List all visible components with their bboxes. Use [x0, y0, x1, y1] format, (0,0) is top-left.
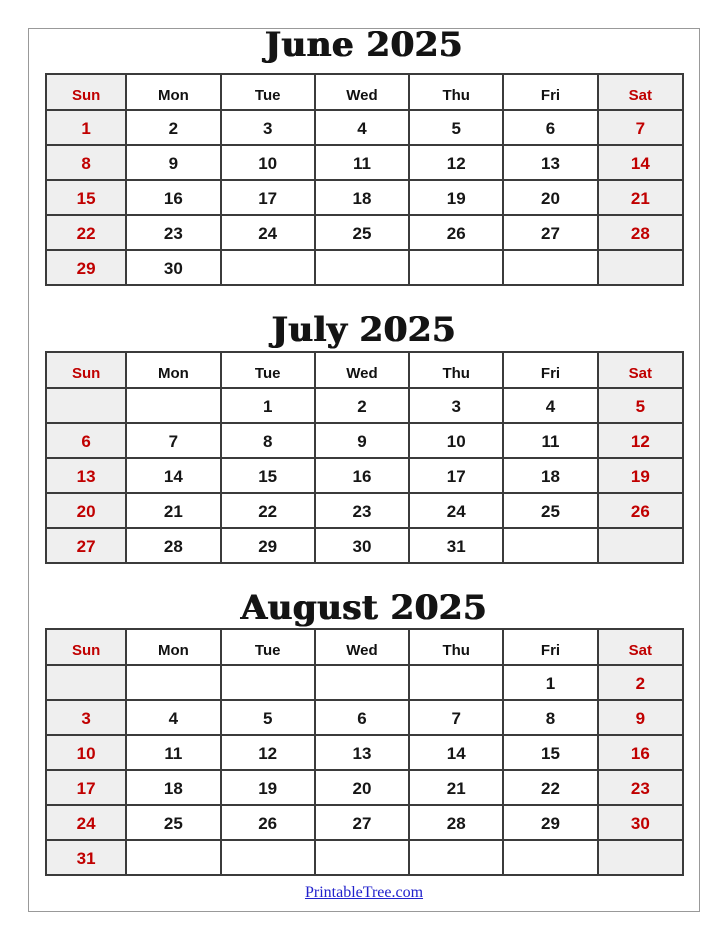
date-cell: 3 [409, 388, 503, 423]
date-cell: 12 [598, 423, 683, 458]
date-cell: 15 [46, 180, 126, 215]
day-header-row [46, 352, 683, 388]
date-cell: 20 [46, 493, 126, 528]
empty-cell [126, 840, 220, 875]
date-cell: 30 [315, 528, 409, 563]
date-cell: 13 [46, 458, 126, 493]
date-cell: 17 [46, 770, 126, 805]
date-cell: 6 [46, 423, 126, 458]
day-header-mon: Mon [126, 629, 220, 665]
date-cell: 1 [221, 388, 315, 423]
calendar-table [45, 628, 684, 876]
empty-cell [503, 528, 597, 563]
day-header-sat: Sat [598, 629, 683, 665]
week-row [46, 840, 683, 875]
day-header-fri: Fri [503, 352, 597, 388]
date-cell: 24 [221, 215, 315, 250]
date-cell: 18 [503, 458, 597, 493]
date-cell: 11 [503, 423, 597, 458]
date-cell: 6 [315, 700, 409, 735]
august-calendar-grid [45, 628, 684, 876]
date-cell: 8 [46, 145, 126, 180]
empty-cell [315, 840, 409, 875]
empty-cell [126, 665, 220, 700]
date-cell: 23 [598, 770, 683, 805]
date-cell: 9 [598, 700, 683, 735]
date-cell: 28 [598, 215, 683, 250]
date-cell: 30 [126, 250, 220, 285]
day-header-sat: Sat [598, 352, 683, 388]
date-cell: 2 [598, 665, 683, 700]
date-cell: 11 [315, 145, 409, 180]
date-cell: 26 [598, 493, 683, 528]
date-cell: 27 [315, 805, 409, 840]
date-cell: 8 [221, 423, 315, 458]
empty-cell [315, 665, 409, 700]
empty-cell [221, 840, 315, 875]
empty-cell [221, 250, 315, 285]
date-cell: 29 [46, 250, 126, 285]
empty-cell [598, 250, 683, 285]
day-header-mon: Mon [126, 352, 220, 388]
date-cell: 10 [46, 735, 126, 770]
date-cell: 22 [221, 493, 315, 528]
june-calendar-grid [45, 73, 684, 286]
date-cell: 16 [598, 735, 683, 770]
date-cell: 26 [409, 215, 503, 250]
empty-cell [409, 250, 503, 285]
date-cell: 5 [221, 700, 315, 735]
day-header-sun: Sun [46, 352, 126, 388]
date-cell: 23 [126, 215, 220, 250]
date-cell: 17 [221, 180, 315, 215]
date-cell: 19 [409, 180, 503, 215]
day-header-mon: Mon [126, 74, 220, 110]
date-cell: 25 [503, 493, 597, 528]
date-cell: 29 [221, 528, 315, 563]
date-cell: 13 [503, 145, 597, 180]
calendar-table [45, 351, 684, 564]
date-cell: 17 [409, 458, 503, 493]
date-cell: 3 [221, 110, 315, 145]
empty-cell [46, 388, 126, 423]
week-row [46, 665, 683, 700]
date-cell: 9 [126, 145, 220, 180]
date-cell: 2 [315, 388, 409, 423]
date-cell: 25 [126, 805, 220, 840]
date-cell: 31 [46, 840, 126, 875]
week-row [46, 110, 683, 145]
date-cell: 13 [315, 735, 409, 770]
date-cell: 12 [409, 145, 503, 180]
day-header-thu: Thu [409, 74, 503, 110]
week-row [46, 145, 683, 180]
date-cell: 1 [46, 110, 126, 145]
date-cell: 15 [503, 735, 597, 770]
day-header-thu: Thu [409, 629, 503, 665]
date-cell: 14 [126, 458, 220, 493]
empty-cell [503, 840, 597, 875]
date-cell: 25 [315, 215, 409, 250]
empty-cell [503, 250, 597, 285]
week-row [46, 770, 683, 805]
july-calendar-grid [45, 351, 684, 564]
date-cell: 21 [126, 493, 220, 528]
day-header-sun: Sun [46, 629, 126, 665]
day-header-tue: Tue [221, 352, 315, 388]
day-header-thu: Thu [409, 352, 503, 388]
day-header-fri: Fri [503, 74, 597, 110]
date-cell: 7 [409, 700, 503, 735]
day-header-row [46, 74, 683, 110]
week-row [46, 180, 683, 215]
date-cell: 20 [503, 180, 597, 215]
empty-cell [409, 840, 503, 875]
date-cell: 18 [315, 180, 409, 215]
month-title-june: June 2025 [264, 25, 464, 65]
date-cell: 11 [126, 735, 220, 770]
date-cell: 12 [221, 735, 315, 770]
date-cell: 3 [46, 700, 126, 735]
date-cell: 14 [598, 145, 683, 180]
date-cell: 26 [221, 805, 315, 840]
day-header-row [46, 629, 683, 665]
week-row [46, 735, 683, 770]
month-title-july: July 2025 [271, 310, 457, 350]
week-row [46, 215, 683, 250]
date-cell: 24 [409, 493, 503, 528]
date-cell: 22 [503, 770, 597, 805]
week-row [46, 423, 683, 458]
footer-link[interactable]: PrintableTree.com [304, 884, 424, 901]
date-cell: 19 [598, 458, 683, 493]
month-title-august: August 2025 [240, 588, 488, 628]
date-cell: 30 [598, 805, 683, 840]
date-cell: 4 [503, 388, 597, 423]
date-cell: 19 [221, 770, 315, 805]
date-cell: 8 [503, 700, 597, 735]
empty-cell [46, 665, 126, 700]
day-header-fri: Fri [503, 629, 597, 665]
date-cell: 10 [409, 423, 503, 458]
week-row [46, 528, 683, 563]
empty-cell [315, 250, 409, 285]
date-cell: 6 [503, 110, 597, 145]
date-cell: 27 [46, 528, 126, 563]
date-cell: 27 [503, 215, 597, 250]
date-cell: 24 [46, 805, 126, 840]
date-cell: 28 [126, 528, 220, 563]
date-cell: 7 [598, 110, 683, 145]
day-header-wed: Wed [315, 74, 409, 110]
date-cell: 5 [598, 388, 683, 423]
date-cell: 2 [126, 110, 220, 145]
date-cell: 22 [46, 215, 126, 250]
empty-cell [221, 665, 315, 700]
date-cell: 4 [126, 700, 220, 735]
empty-cell [598, 528, 683, 563]
week-row [46, 250, 683, 285]
date-cell: 18 [126, 770, 220, 805]
date-cell: 20 [315, 770, 409, 805]
date-cell: 7 [126, 423, 220, 458]
empty-cell [598, 840, 683, 875]
week-row [46, 805, 683, 840]
empty-cell [126, 388, 220, 423]
date-cell: 15 [221, 458, 315, 493]
empty-cell [409, 665, 503, 700]
date-cell: 31 [409, 528, 503, 563]
week-row [46, 458, 683, 493]
date-cell: 23 [315, 493, 409, 528]
calendar-table [45, 73, 684, 286]
week-row [46, 493, 683, 528]
week-row [46, 700, 683, 735]
day-header-tue: Tue [221, 74, 315, 110]
day-header-tue: Tue [221, 629, 315, 665]
date-cell: 10 [221, 145, 315, 180]
date-cell: 21 [409, 770, 503, 805]
date-cell: 16 [126, 180, 220, 215]
date-cell: 16 [315, 458, 409, 493]
date-cell: 5 [409, 110, 503, 145]
date-cell: 4 [315, 110, 409, 145]
date-cell: 21 [598, 180, 683, 215]
date-cell: 9 [315, 423, 409, 458]
day-header-sat: Sat [598, 74, 683, 110]
week-row [46, 388, 683, 423]
day-header-wed: Wed [315, 629, 409, 665]
date-cell: 14 [409, 735, 503, 770]
date-cell: 29 [503, 805, 597, 840]
date-cell: 28 [409, 805, 503, 840]
date-cell: 1 [503, 665, 597, 700]
day-header-sun: Sun [46, 74, 126, 110]
day-header-wed: Wed [315, 352, 409, 388]
